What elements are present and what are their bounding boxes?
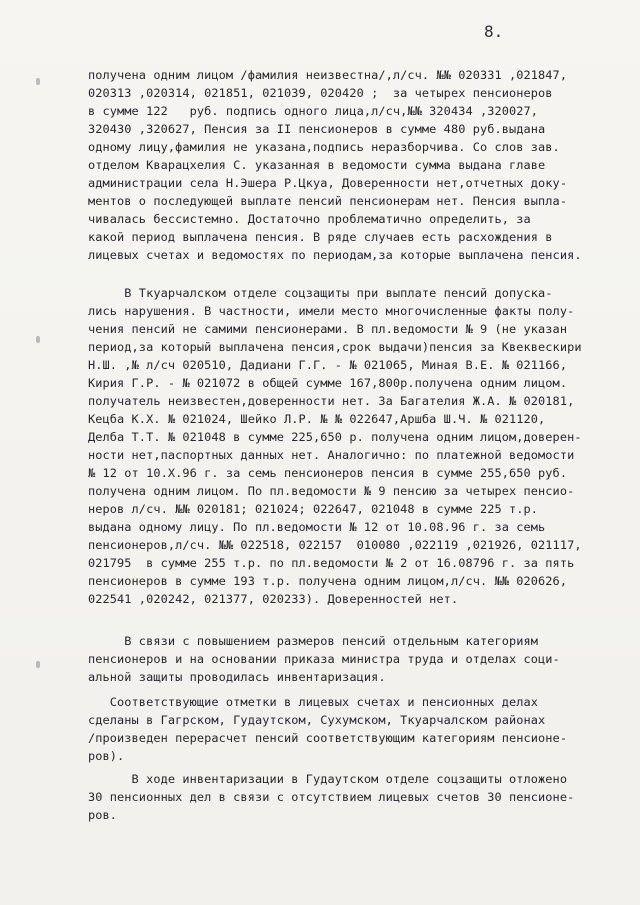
text-line: 020313 ,020314, 021851, 021039, 020420 ; за четырех пенсионеров <box>88 86 553 100</box>
text-line: администрации села Н.Эшера Р.Цкуа, Доверенности нет,отчетных доку- <box>88 176 568 190</box>
text-line: Делба Т.Т. № 021048 в сумме 225,650 р. получена одним лицом,доверен- <box>88 430 582 444</box>
page-number: 8. <box>484 22 504 41</box>
text-line: пенсионеров в сумме 193 т.р. получена одним лицом,л/сч. №№ 020626, <box>88 574 568 588</box>
paragraph <box>88 284 628 608</box>
text-line: какой период выплачена пенсия. В ряде случаев есть расхождения в <box>88 230 553 244</box>
text-line: № 12 от 10.Х.96 г. за семь пенсионеров пенсия в сумме 255,650 руб. <box>88 466 568 480</box>
text-line: чивалась бессистемно. Достаточно проблематично определить, за <box>88 212 531 226</box>
text-line: 30 пенсионных дел в связи с отсутствием лицевых счетов 30 пенсионе- <box>88 790 575 804</box>
text-line: Соответствующие отметки в лицевых счетах и пенсионных делах <box>88 695 539 709</box>
text-line: Н.Ш. ,№ л/сч 020510, Дадиани Г.Г. - № 021065, Миная В.Е. № 021166, <box>88 358 568 372</box>
text-line: выдана одному лицу. По пл.ведомости № 12 от 10.08.96 г. за семь <box>88 520 546 534</box>
text-line: ров. <box>88 808 118 822</box>
text-line: альной защиты проводилась инвентаризация. <box>88 670 386 684</box>
text-line: сделаны в Гагрском, Гудаутском, Сухумском, Ткуарчалском районах <box>88 713 546 727</box>
margin-mark <box>36 336 40 343</box>
margin-mark <box>36 78 40 85</box>
text-line: ментов о последующей выплате пенсий пенсионерам нет. Пенсия выпла- <box>88 194 568 208</box>
text-line: 021795 в сумме 255 т.р. по пл.ведомости № 2 от 16.08796 г. за пять <box>88 556 575 570</box>
text-line: В связи с повышением размеров пенсий отдельным категориям <box>88 634 539 648</box>
paragraph <box>88 693 628 765</box>
paragraph <box>88 770 628 824</box>
text-line: чения пенсий не самими пенсионерами. В пл.ведомости № 9 (не указан <box>88 322 568 336</box>
text-line: Кирия Г.Р. - № 021072 в общей сумме 167,800р.получена одним лицом. <box>88 376 568 390</box>
text-line: период,за который выплачена пенсия,срок выдачи)пенсия за Квеквескири <box>88 340 582 354</box>
text-line: получена одним лицом. По пл.ведомости № 9 пенсию за четырех пенсио- <box>88 484 575 498</box>
text-line: /произведен перерасчет пенсий соответствующим категориям пенсионе- <box>88 731 568 745</box>
text-line: ности нет,паспортных данных нет. Аналогично: по платежной ведомости <box>88 448 575 462</box>
text-line: 022541 ,020242, 021377, 020233). Доверенностей нет. <box>88 592 459 606</box>
text-line: неров л/сч. №№ 020181; 021024; 022647, 021048 в сумме 225 т.р. <box>88 502 539 516</box>
paragraph <box>88 66 628 264</box>
margin-mark <box>36 661 40 668</box>
text-line: отделом Кварацхелия С. указанная в ведомости сумма выдана главе <box>88 158 546 172</box>
text-line: получатель неизвестен,доверенности нет. За Багателия Ж.А. № 020181, <box>88 394 575 408</box>
text-line: одному лицу,фамилия не указана,подпись неразборчива. Со слов зав. <box>88 140 560 154</box>
text-line: пенсионеров и на основании приказа министра труда и отделах соци- <box>88 652 560 666</box>
text-line: ров). <box>88 749 125 763</box>
text-line: в сумме 122 руб. подпись одного лица,л/сч,№№ 320434 ,320027, <box>88 104 539 118</box>
text-line: лись нарушения. В частности, имели место многочисленные факты полу- <box>88 304 575 318</box>
text-line: пенсионеров,л/сч. №№ 022518, 022157 010080 ,022119 ,021926, 021117, <box>88 538 582 552</box>
text-line: 320430 ,320627, Пенсия за II пенсионеров в сумме 480 руб.выдана <box>88 122 546 136</box>
text-line: В Ткуарчалском отделе соцзащиты при выплате пенсий допуска- <box>88 286 553 300</box>
text-line: В ходе инвентаризации в Гудаутском отделе соцзащиты отложено <box>88 772 568 786</box>
text-line: лицевых счетах и ведомостях по периодам,за которые выплачена пенсия. <box>88 248 582 262</box>
text-line: получена одним лицом /фамилия неизвестна/,л/сч. №№ 020331 ,021847, <box>88 68 568 82</box>
paragraph <box>88 632 628 686</box>
text-line: Кецба К.Х. № 021024, Шейко Л.Р. № № 022647,Аршба Ш.Ч. № 021120, <box>88 412 546 426</box>
